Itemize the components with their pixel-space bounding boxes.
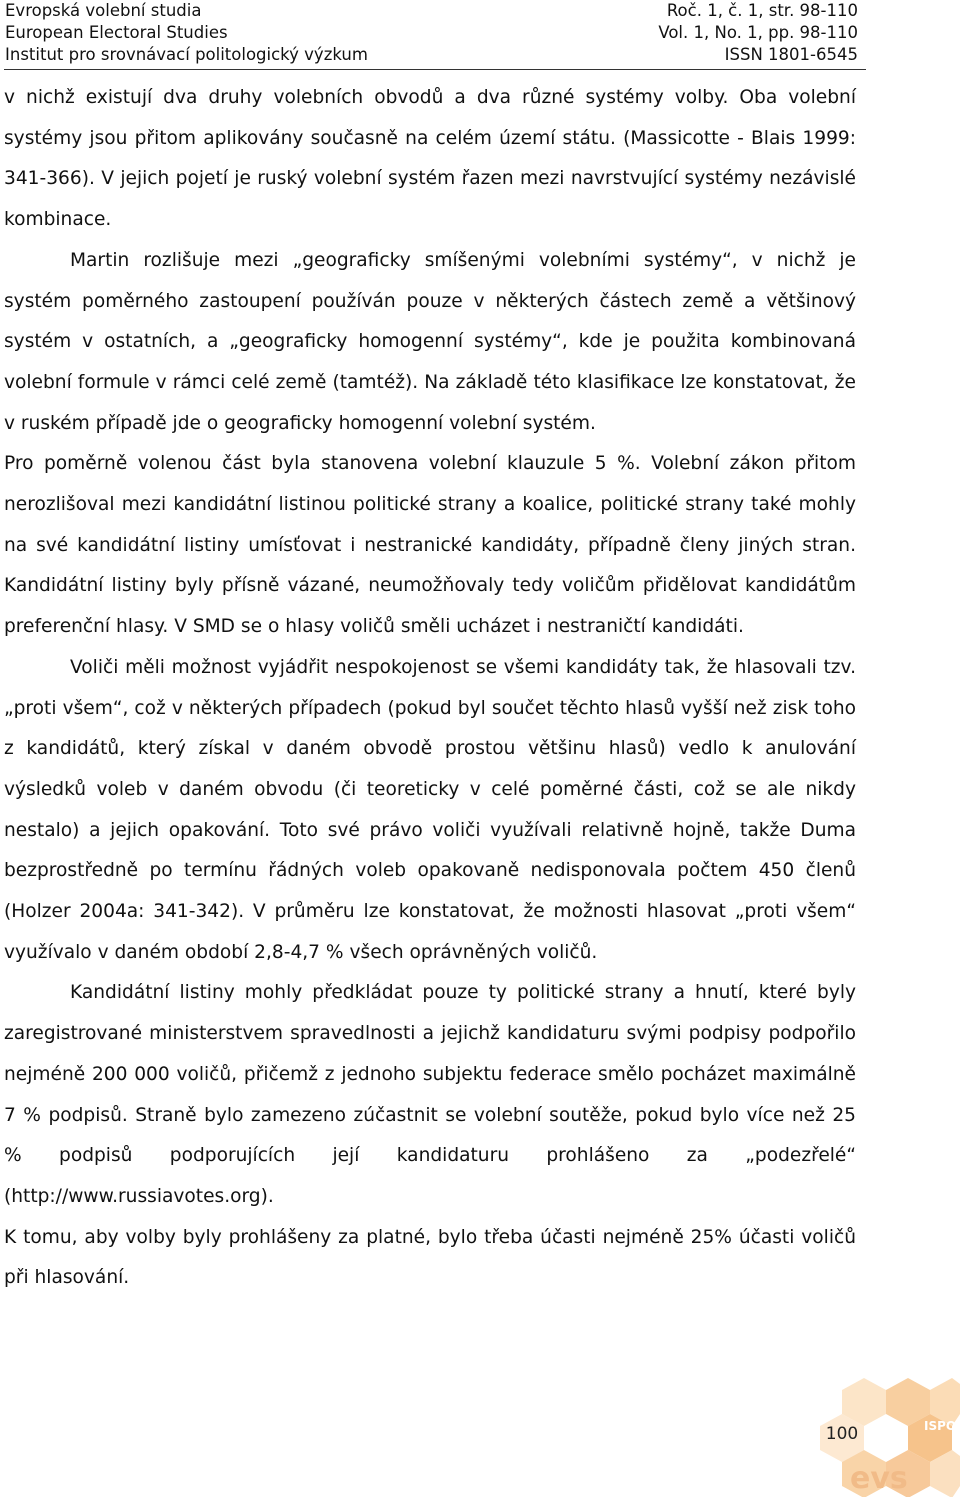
- paragraph-turnout: K tomu, aby volby byly prohlášeny za platné, bylo třeba účasti nejméně 25% účasti voličů při hlasování.: [4, 1226, 856, 1289]
- ispo-logo-text: ISPO: [924, 1419, 957, 1433]
- issn: ISSN 1801-6545: [724, 45, 858, 64]
- header-row-2: [4, 22, 866, 44]
- evs-logo-text: evs: [850, 1461, 908, 1496]
- header-row-1: [4, 0, 866, 22]
- journal-title-en: European Electoral Studies: [5, 23, 228, 42]
- journal-title-cz: Evropská volební studia: [5, 1, 202, 20]
- paragraph-threshold: Pro poměrně volenou část byla stanovena volební klauzule 5 %. Volební zákon přitom nerozlišoval mezi kandidátní listinou politické strany a koalice, politické strany také mohly na své kandidátní listiny umísťovat i nestranické kandidáty, případně členy jiných stran. Kandidátní listiny byly přísně vázané, neumožňovaly tedy voličům přidělovat kandidátům preferenční hlasy. V SMD se o hlasy voličů směli ucházet i nestraničtí kandidáti.: [4, 453, 856, 638]
- paragraph-martin: Martin rozlišuje mezi „geograficky smíšenými volebními systémy“, v nichž je systém poměrného zastoupení používán pouze v některých částech země a většinový systém v ostatních, a „geograficky homogenní systémy“, kde je použita kombinovaná volební formule v rámci celé země (tamtéž). Na základě této klasifikace lze konstatovat, že v ruském případě jde o geograficky homogenní volební systém.: [4, 249, 856, 434]
- issue-info-en: Vol. 1, No. 1, pp. 98-110: [658, 23, 858, 42]
- paragraph-continuation: v nichž existují dva druhy volebních obvodů a dva různé systémy volby. Oba volební systémy jsou přitom aplikovány současně na celém území státu. (Massicotte - Blais 1999: 341-366). V jejich pojetí je ruský volební systém řazen mezi navrstvující systémy nezávislé kombinace.: [4, 87, 856, 231]
- header-row-3: [4, 44, 866, 66]
- page-number: 100: [825, 1424, 859, 1444]
- paragraph-candidate-lists: Kandidátní listiny mohly předkládat pouze ty politické strany a hnutí, které byly zaregistrované ministerstvem spravedlnosti a jejichž kandidaturu svými podpisy podpořilo nejméně 200 000 voličů, přičemž z jednoho subjektu federace smělo pocházet maximálně 7 % podpisů. Straně bylo zamezeno zúčastnit se volební soutěže, pokud bylo více než 25 % podpisů podporujících její kandidaturu prohlášeno za „podezřelé“ (http://www.russiavotes.org).: [4, 982, 856, 1207]
- paragraph-against-all: Voliči měli možnost vyjádřit nespokojenost se všemi kandidáty tak, že hlasovali tzv. „proti všem“, což v některých případech (pokud byl součet těchto hlasů vyšší než zisk toho z kandidátů, který získal v daném obvodě prostou většinu hlasů) vedlo k anulování výsledků voleb v daném obvodu (či teoreticky v celé poměrné části, což se ale nikdy nestalo) a jejich opakování. Toto své právo voliči využívali relativně hojně, takže Duma bezprostředně po termínu řádných voleb opakovaně nedisponovala počtem 450 členů (Holzer 2004a: 341-342). V průměru lze konstatovat, že možnosti hlasovat „proti všem“ využívalo v daném období 2,8-4,7 % všech oprávněných voličů.: [4, 656, 856, 963]
- issue-info-cz: Roč. 1, č. 1, str. 98-110: [666, 1, 858, 20]
- institute-name: Institut pro srovnávací politologický výzkum: [5, 45, 368, 64]
- running-header: [4, 0, 866, 70]
- article-body: [4, 78, 856, 1299]
